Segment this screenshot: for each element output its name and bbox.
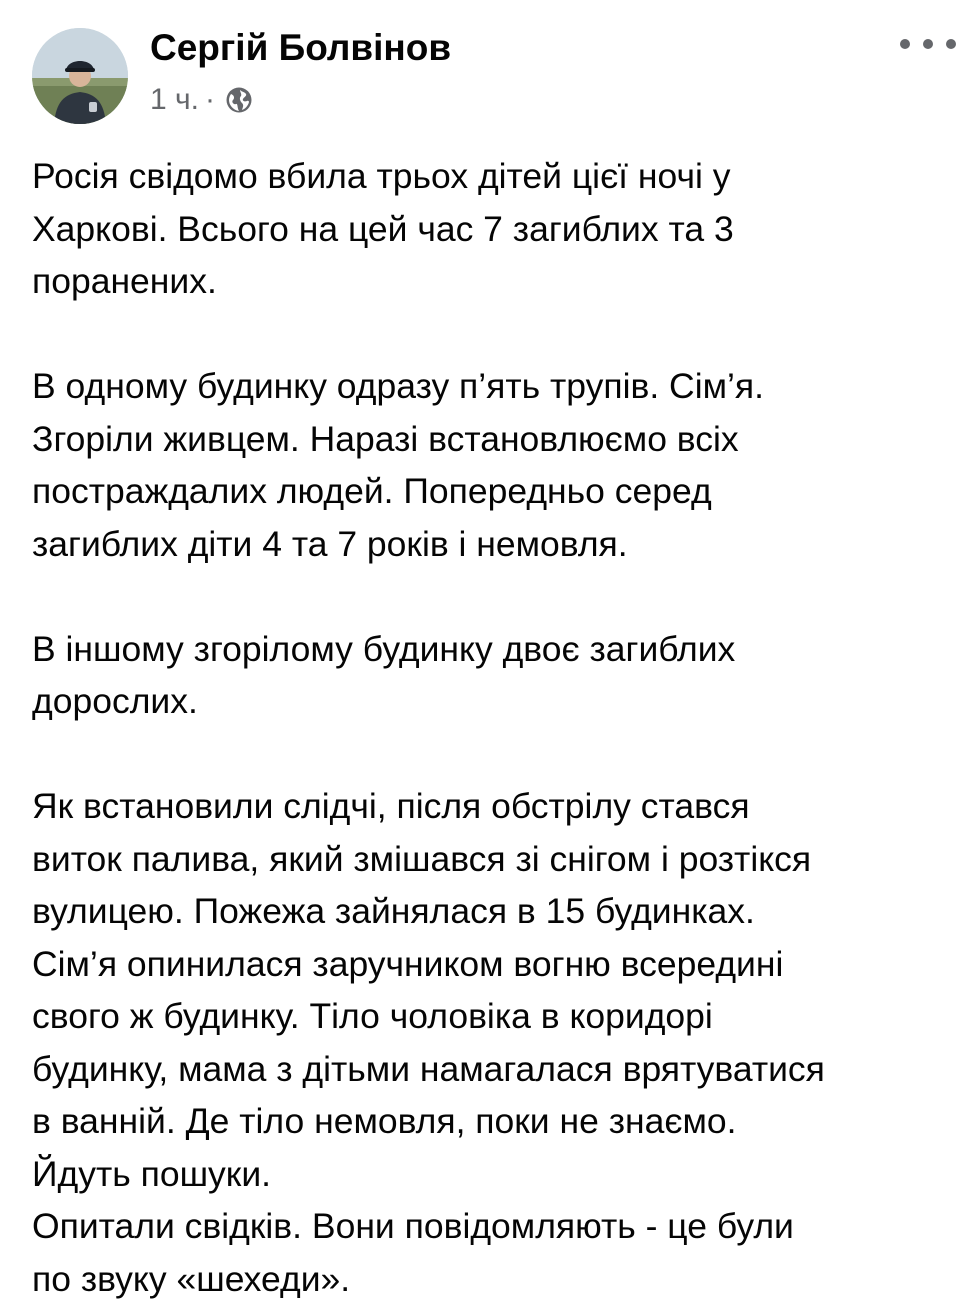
author-avatar[interactable] [32,28,128,124]
post-paragraph: В одному будинку одразу п’ять трупів. Сім’я. Згоріли живцем. Наразі встановлюємо всіх постраждалих людей. Попередньо серед загиблих діти 4 та 7 років і немовля. [32,366,764,564]
post-body [32,150,962,1305]
avatar-photo [32,28,128,124]
author-name[interactable]: Сергій Болвінов [150,27,452,68]
post-timestamp[interactable]: 1 ч. [150,83,199,116]
post-meta [150,80,253,120]
more-dot [923,39,933,49]
globe-icon[interactable] [225,86,253,114]
more-dot [946,39,956,49]
meta-separator: · [204,83,215,116]
paragraph-gap [32,570,962,623]
post-paragraph: Росія свідомо вбила трьох дітей цієї ночі у Харкові. Всього на цей час 7 загиблих та 3 поранених. [32,156,734,301]
more-options-icon [900,39,910,49]
post-paragraph: Як встановили слідчі, після обстрілу стався виток палива, який змішався зі снігом і розтікся вулицею. Пожежа зайнялася в 15 будинках. Сім’я опинилася заручником вогню всередині свого ж будинку. Тіло чоловіка в коридорі будинку, мама з дітьми намагалася врятуватися в ванній. Де тіло немовля, поки не знаємо. Йдуть пошуки. Опитали свідків. Вони повідомляють - це були по звуку «шехеди». [32,786,825,1299]
more-options-button[interactable] [900,24,956,64]
paragraph-gap [32,728,962,781]
post-paragraph: В іншому згорілому будинку двоє загиблих дорослих. [32,628,736,721]
paragraph-gap [32,308,962,361]
post-header [0,0,977,140]
